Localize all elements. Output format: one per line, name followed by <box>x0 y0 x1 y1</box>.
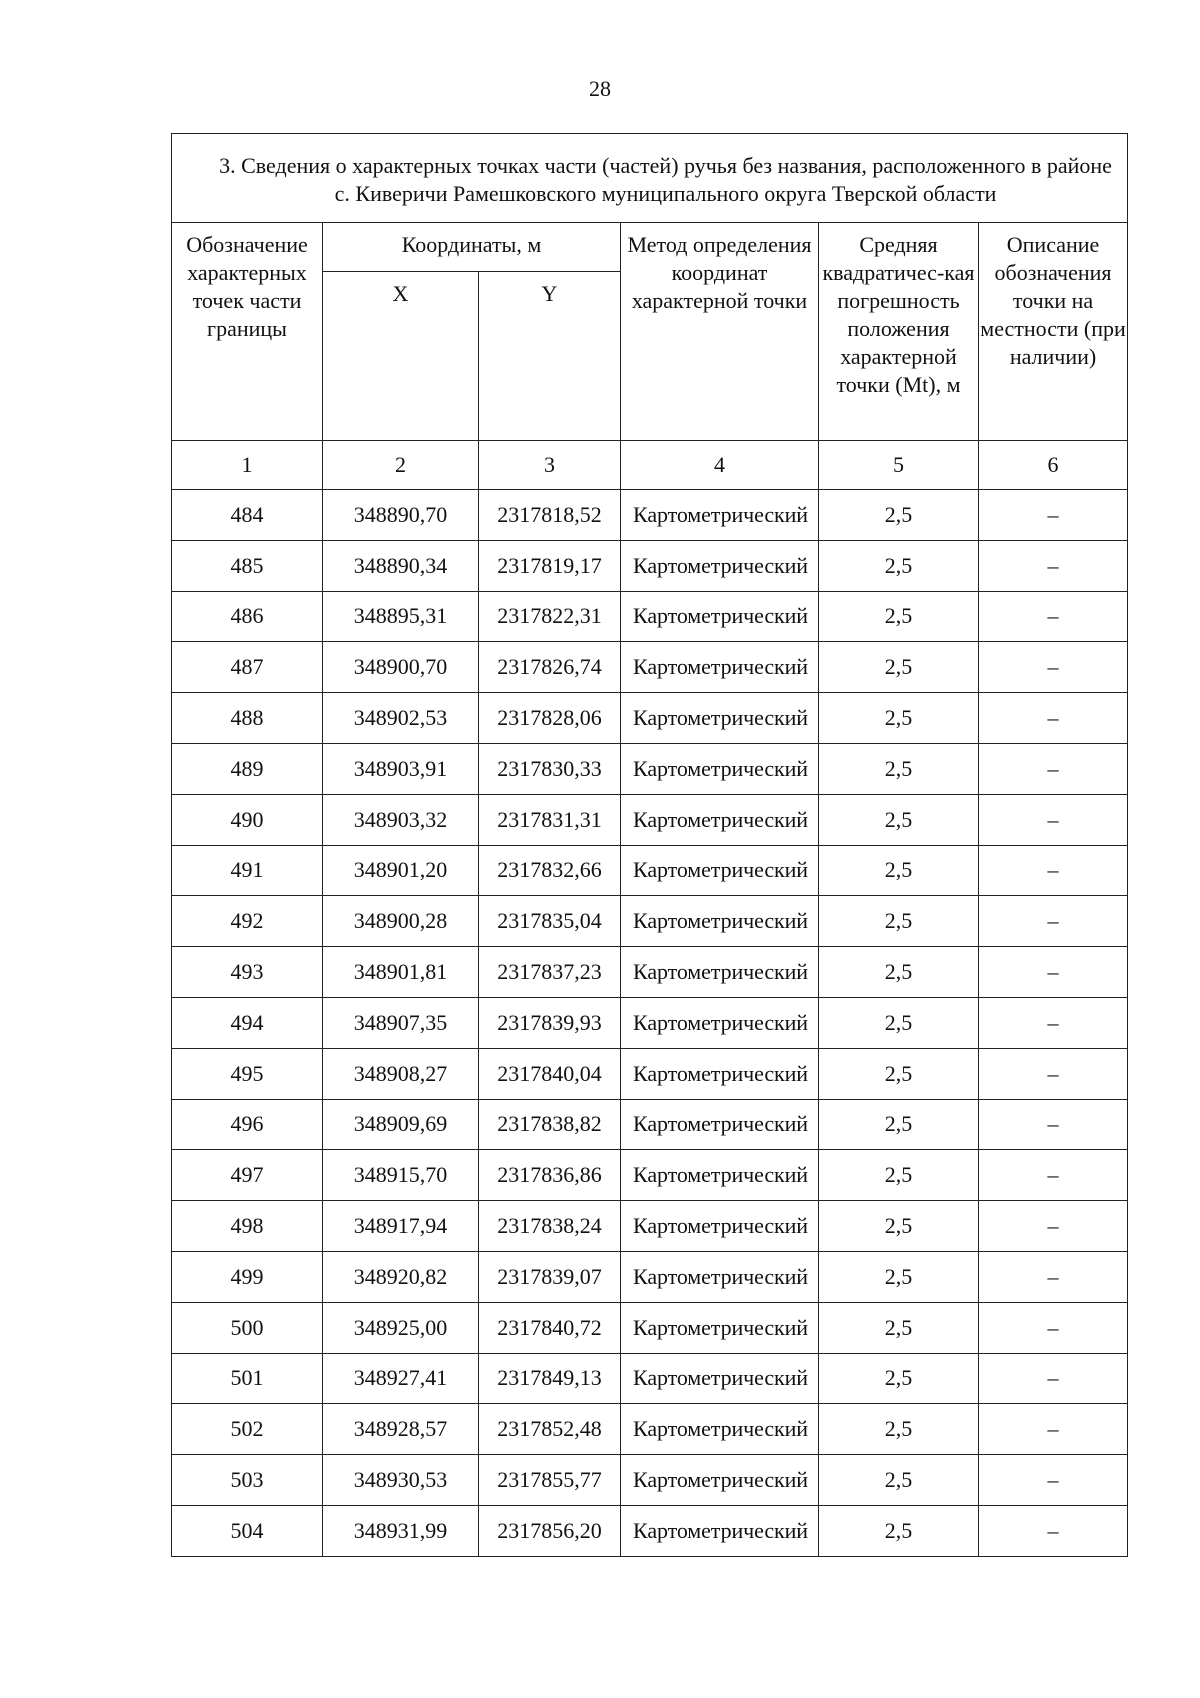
x-coordinate-cell: 348901,20 <box>323 845 479 896</box>
table-row <box>172 591 1128 642</box>
table-row <box>172 1251 1128 1302</box>
y-coordinate-cell: 2317822,31 <box>479 591 621 642</box>
description-cell: – <box>979 743 1128 794</box>
y-coordinate-cell: 2317852,48 <box>479 1404 621 1455</box>
point-number-cell: 491 <box>172 845 323 896</box>
y-coordinate-cell: 2317819,17 <box>479 540 621 591</box>
point-number-cell: 486 <box>172 591 323 642</box>
table-row <box>172 1150 1128 1201</box>
column-number: 1 <box>172 441 323 490</box>
y-coordinate-cell: 2317838,82 <box>479 1099 621 1150</box>
x-coordinate-cell: 348895,31 <box>323 591 479 642</box>
x-coordinate-cell: 348928,57 <box>323 1404 479 1455</box>
accuracy-cell: 2,5 <box>819 1404 979 1455</box>
x-coordinate-cell: 348920,82 <box>323 1251 479 1302</box>
method-cell: Картометрический <box>621 1505 819 1556</box>
description-cell: – <box>979 1505 1128 1556</box>
accuracy-cell: 2,5 <box>819 997 979 1048</box>
x-coordinate-cell: 348890,70 <box>323 490 479 541</box>
description-cell: – <box>979 540 1128 591</box>
column-number: 4 <box>621 441 819 490</box>
table-row <box>172 997 1128 1048</box>
method-cell: Картометрический <box>621 642 819 693</box>
method-cell: Картометрический <box>621 1251 819 1302</box>
accuracy-cell: 2,5 <box>819 693 979 744</box>
table-body <box>172 490 1128 1557</box>
method-cell: Картометрический <box>621 896 819 947</box>
y-coordinate-cell: 2317840,72 <box>479 1302 621 1353</box>
y-coordinate-cell: 2317840,04 <box>479 1048 621 1099</box>
method-cell: Картометрический <box>621 591 819 642</box>
description-cell: – <box>979 1353 1128 1404</box>
description-cell: – <box>979 1048 1128 1099</box>
accuracy-cell: 2,5 <box>819 1302 979 1353</box>
y-coordinate-cell: 2317836,86 <box>479 1150 621 1201</box>
point-number-cell: 488 <box>172 693 323 744</box>
point-number-cell: 494 <box>172 997 323 1048</box>
description-cell: – <box>979 1099 1128 1150</box>
x-coordinate-cell: 348903,32 <box>323 794 479 845</box>
column-number: 6 <box>979 441 1128 490</box>
method-cell: Картометрический <box>621 1201 819 1252</box>
x-coordinate-cell: 348925,00 <box>323 1302 479 1353</box>
accuracy-cell: 2,5 <box>819 794 979 845</box>
method-cell: Картометрический <box>621 997 819 1048</box>
y-coordinate-cell: 2317832,66 <box>479 845 621 896</box>
accuracy-cell: 2,5 <box>819 845 979 896</box>
point-number-cell: 500 <box>172 1302 323 1353</box>
x-coordinate-cell: 348908,27 <box>323 1048 479 1099</box>
point-number-cell: 496 <box>172 1099 323 1150</box>
method-cell: Картометрический <box>621 490 819 541</box>
method-cell: Картометрический <box>621 743 819 794</box>
point-number-cell: 492 <box>172 896 323 947</box>
point-number-cell: 493 <box>172 947 323 998</box>
point-number-cell: 489 <box>172 743 323 794</box>
point-number-cell: 498 <box>172 1201 323 1252</box>
accuracy-cell: 2,5 <box>819 1455 979 1506</box>
description-cell: – <box>979 794 1128 845</box>
point-number-cell: 485 <box>172 540 323 591</box>
y-coordinate-cell: 2317837,23 <box>479 947 621 998</box>
accuracy-cell: 2,5 <box>819 743 979 794</box>
point-number-cell: 501 <box>172 1353 323 1404</box>
method-cell: Картометрический <box>621 1353 819 1404</box>
description-cell: – <box>979 997 1128 1048</box>
point-number-cell: 495 <box>172 1048 323 1099</box>
x-coordinate-cell: 348930,53 <box>323 1455 479 1506</box>
method-cell: Картометрический <box>621 693 819 744</box>
accuracy-cell: 2,5 <box>819 1201 979 1252</box>
table-row <box>172 896 1128 947</box>
x-coordinate-cell: 348931,99 <box>323 1505 479 1556</box>
table-row <box>172 490 1128 541</box>
method-cell: Картометрический <box>621 1099 819 1150</box>
table-row <box>172 1455 1128 1506</box>
accuracy-cell: 2,5 <box>819 642 979 693</box>
y-coordinate-cell: 2317838,24 <box>479 1201 621 1252</box>
description-cell: – <box>979 591 1128 642</box>
table-row <box>172 947 1128 998</box>
point-number-cell: 502 <box>172 1404 323 1455</box>
method-cell: Картометрический <box>621 947 819 998</box>
y-coordinate-cell: 2317826,74 <box>479 642 621 693</box>
table-row <box>172 1048 1128 1099</box>
accuracy-cell: 2,5 <box>819 1099 979 1150</box>
description-cell: – <box>979 490 1128 541</box>
y-coordinate-cell: 2317835,04 <box>479 896 621 947</box>
description-cell: – <box>979 1302 1128 1353</box>
x-coordinate-cell: 348900,28 <box>323 896 479 947</box>
point-number-cell: 504 <box>172 1505 323 1556</box>
method-cell: Картометрический <box>621 1404 819 1455</box>
x-coordinate-cell: 348890,34 <box>323 540 479 591</box>
x-coordinate-cell: 348903,91 <box>323 743 479 794</box>
y-coordinate-cell: 2317818,52 <box>479 490 621 541</box>
x-coordinate-cell: 348907,35 <box>323 997 479 1048</box>
table-head <box>172 134 1128 490</box>
accuracy-cell: 2,5 <box>819 490 979 541</box>
description-cell: – <box>979 642 1128 693</box>
accuracy-cell: 2,5 <box>819 1353 979 1404</box>
method-cell: Картометрический <box>621 1302 819 1353</box>
coordinates-table <box>171 133 1128 1557</box>
accuracy-cell: 2,5 <box>819 591 979 642</box>
page-number: 28 <box>589 76 611 101</box>
header-method: Метод определения координат характерной точки <box>621 223 819 441</box>
x-coordinate-cell: 348900,70 <box>323 642 479 693</box>
y-coordinate-cell: 2317839,07 <box>479 1251 621 1302</box>
method-cell: Картометрический <box>621 1150 819 1201</box>
header-coordinates: Координаты, м <box>323 223 621 272</box>
header-point-designation: Обозначение характерных точек части границы <box>172 223 323 441</box>
x-coordinate-cell: 348927,41 <box>323 1353 479 1404</box>
table-row <box>172 794 1128 845</box>
accuracy-cell: 2,5 <box>819 947 979 998</box>
x-coordinate-cell: 348917,94 <box>323 1201 479 1252</box>
description-cell: – <box>979 896 1128 947</box>
table-row <box>172 693 1128 744</box>
accuracy-cell: 2,5 <box>819 1251 979 1302</box>
y-coordinate-cell: 2317828,06 <box>479 693 621 744</box>
table-row <box>172 1201 1128 1252</box>
table-row <box>172 1302 1128 1353</box>
point-number-cell: 499 <box>172 1251 323 1302</box>
accuracy-cell: 2,5 <box>819 896 979 947</box>
point-number-cell: 503 <box>172 1455 323 1506</box>
method-cell: Картометрический <box>621 845 819 896</box>
table-row <box>172 845 1128 896</box>
table-row <box>172 540 1128 591</box>
header-y: Y <box>479 272 621 441</box>
method-cell: Картометрический <box>621 1455 819 1506</box>
accuracy-cell: 2,5 <box>819 1150 979 1201</box>
point-number-cell: 484 <box>172 490 323 541</box>
description-cell: – <box>979 845 1128 896</box>
point-number-cell: 490 <box>172 794 323 845</box>
header-x: X <box>323 272 479 441</box>
y-coordinate-cell: 2317856,20 <box>479 1505 621 1556</box>
point-number-cell: 487 <box>172 642 323 693</box>
table-row <box>172 1099 1128 1150</box>
y-coordinate-cell: 2317830,33 <box>479 743 621 794</box>
description-cell: – <box>979 1404 1128 1455</box>
method-cell: Картометрический <box>621 1048 819 1099</box>
y-coordinate-cell: 2317831,31 <box>479 794 621 845</box>
table-caption: 3. Сведения о характерных точках части (частей) ручья без названия, расположенного в районе с. Киверичи Рамешковского муниципального округа Тверской области <box>172 134 1128 223</box>
table-row <box>172 743 1128 794</box>
description-cell: – <box>979 1251 1128 1302</box>
table-row <box>172 642 1128 693</box>
point-number-cell: 497 <box>172 1150 323 1201</box>
y-coordinate-cell: 2317855,77 <box>479 1455 621 1506</box>
table-row <box>172 1353 1128 1404</box>
description-cell: – <box>979 1150 1128 1201</box>
x-coordinate-cell: 348915,70 <box>323 1150 479 1201</box>
x-coordinate-cell: 348909,69 <box>323 1099 479 1150</box>
method-cell: Картометрический <box>621 540 819 591</box>
description-cell: – <box>979 1455 1128 1506</box>
x-coordinate-cell: 348902,53 <box>323 693 479 744</box>
accuracy-cell: 2,5 <box>819 1505 979 1556</box>
header-accuracy: Средняя квадратичес-кая погрешность положения характерной точки (Mt), м <box>819 223 979 441</box>
table-row <box>172 1505 1128 1556</box>
column-numbers-row <box>172 441 1128 490</box>
accuracy-cell: 2,5 <box>819 540 979 591</box>
accuracy-cell: 2,5 <box>819 1048 979 1099</box>
x-coordinate-cell: 348901,81 <box>323 947 479 998</box>
table-row <box>172 1404 1128 1455</box>
y-coordinate-cell: 2317849,13 <box>479 1353 621 1404</box>
description-cell: – <box>979 1201 1128 1252</box>
column-number: 2 <box>323 441 479 490</box>
method-cell: Картометрический <box>621 794 819 845</box>
column-number: 3 <box>479 441 621 490</box>
description-cell: – <box>979 947 1128 998</box>
y-coordinate-cell: 2317839,93 <box>479 997 621 1048</box>
description-cell: – <box>979 693 1128 744</box>
column-number: 5 <box>819 441 979 490</box>
header-description: Описание обозначения точки на местности (при наличии) <box>979 223 1128 441</box>
